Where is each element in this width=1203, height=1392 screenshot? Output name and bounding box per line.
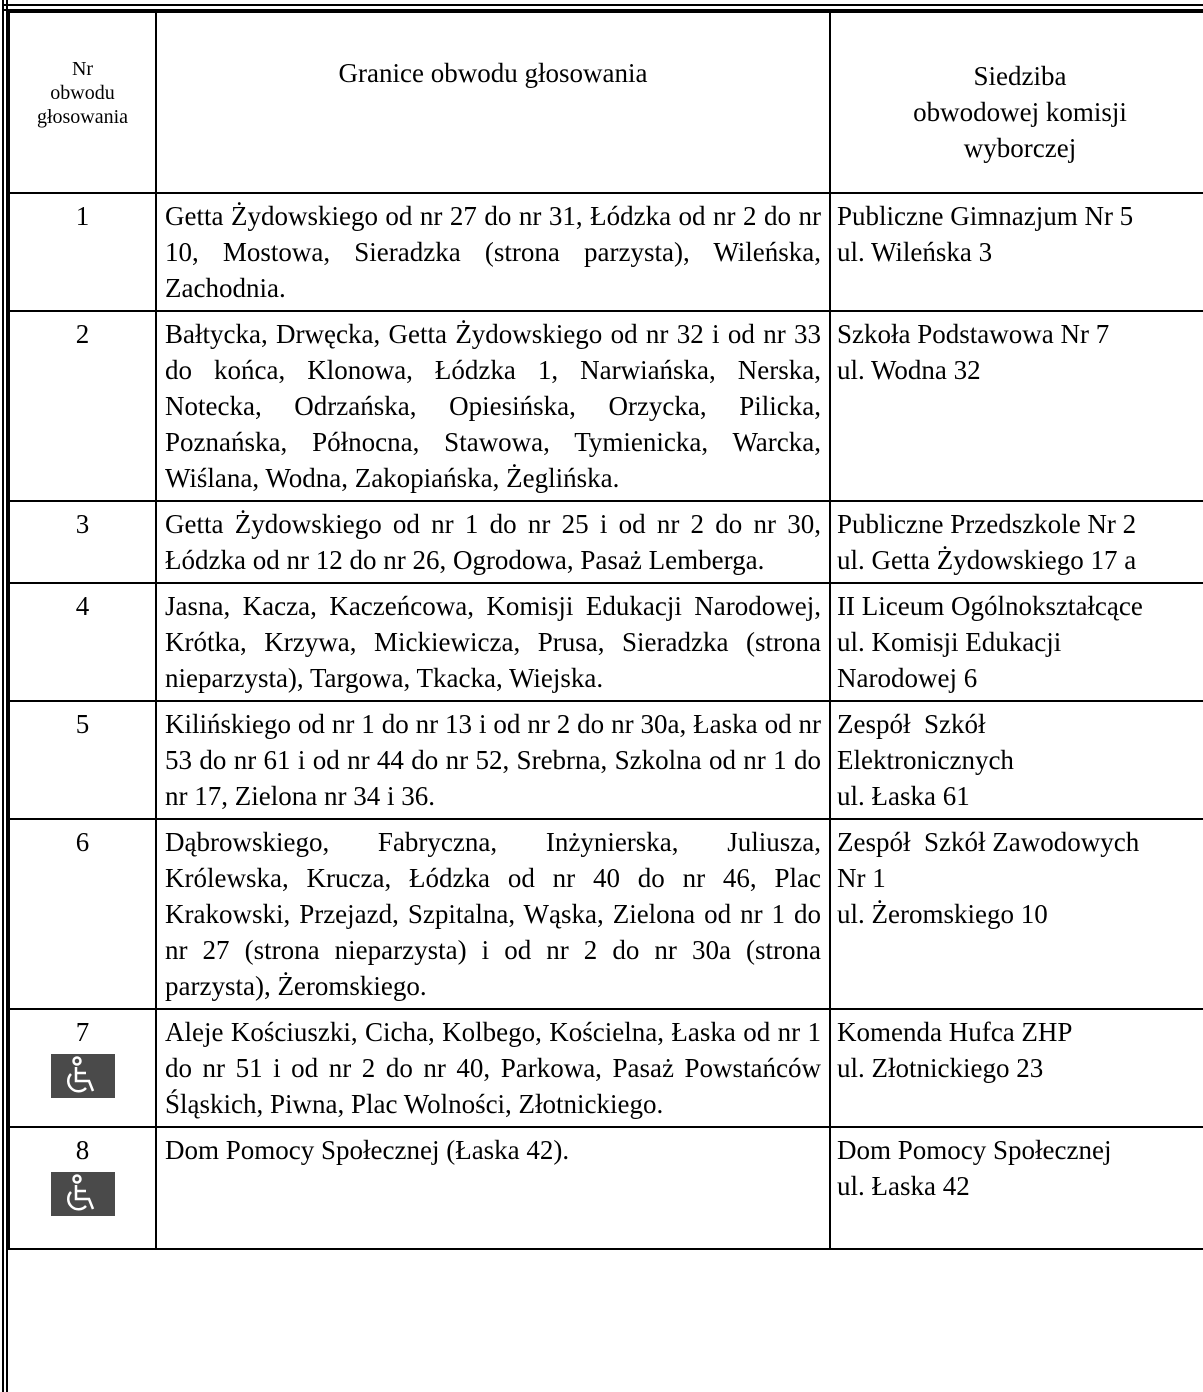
district-number: 6	[75, 827, 90, 857]
district-boundaries: Aleje Kościuszki, Cicha, Kolbego, Kościelna, Łaska od nr 1 do nr 51 i od nr 2 do nr 40, Parkowa, Pasaż Powstańców Śląskich, Piwna, Plac Wolności, Złotnickiego.	[165, 1017, 821, 1119]
header-granice-label: Granice obwodu głosowania	[338, 58, 648, 88]
commission-seat	[831, 820, 1203, 936]
double-border-top	[2, 4, 1203, 11]
seat-line: II Liceum Ogólnokształcące	[837, 591, 1143, 621]
header-siedziba-line: obwodowej komisji	[913, 97, 1127, 127]
district-boundaries: Bałtycka, Drwęcka, Getta Żydowskiego od nr 32 i od nr 33 do końca, Klonowa, Łódzka 1, Narwiańska, Nerska, Notecka, Odrzańska, Opiesińska, Orzycka, Pilicka, Poznańska, Północna, Stawowa, Tymienicka, Warcka, Wiślana, Wodna, Zakopiańska, Żeglińska.	[165, 319, 821, 493]
seat-line: ul. Wodna 32	[837, 355, 981, 385]
table-row	[9, 1009, 1203, 1127]
seat-line: Komenda Hufca ZHP	[837, 1017, 1073, 1047]
seat-line: Elektronicznych	[837, 745, 1014, 775]
seat-line: Narodowej 6	[837, 663, 978, 693]
seat-line: ul. Łaska 61	[837, 781, 970, 811]
district-boundaries: Getta Żydowskiego od nr 27 do nr 31, Łódzka od nr 2 do nr 10, Mostowa, Sieradzka (strona parzysta), Wileńska, Zachodnia.	[165, 201, 821, 303]
district-number: 4	[75, 591, 90, 621]
header-siedziba	[830, 12, 1203, 193]
commission-seat	[831, 584, 1203, 700]
commission-seat	[831, 702, 1203, 818]
seat-line: ul. Getta Żydowskiego 17 a	[837, 545, 1137, 575]
district-boundaries: Getta Żydowskiego od nr 1 do nr 25 i od nr 2 do nr 30, Łódzka od nr 12 do nr 26, Ogrodowa, Pasaż Lemberga.	[165, 509, 821, 575]
seat-line: Szkoła Podstawowa Nr 7	[837, 319, 1110, 349]
district-number: 1	[75, 201, 90, 231]
header-siedziba-line: wyborczej	[963, 133, 1077, 163]
district-number: 3	[75, 509, 90, 539]
seat-line: Zespół Szkół	[837, 709, 986, 739]
seat-line: Publiczne Gimnazjum Nr 5	[837, 201, 1134, 231]
header-nr-line: obwodu	[50, 82, 115, 104]
commission-seat	[831, 502, 1203, 582]
district-number: 8	[75, 1135, 90, 1165]
table-row	[9, 193, 1203, 311]
table-row	[9, 1127, 1203, 1249]
table-row	[9, 583, 1203, 701]
commission-seat	[831, 194, 1203, 274]
table-row	[9, 701, 1203, 819]
seat-line: Dom Pomocy Społecznej	[837, 1135, 1112, 1165]
wheelchair-icon	[51, 1054, 115, 1098]
table-row	[9, 501, 1203, 583]
header-nr	[9, 12, 156, 193]
district-number: 7	[75, 1017, 90, 1047]
seat-line: ul. Żeromskiego 10	[837, 899, 1048, 929]
header-siedziba-line: Siedziba	[973, 61, 1067, 91]
seat-line: Zespół Szkół Zawodowych	[837, 827, 1140, 857]
district-number: 2	[75, 319, 90, 349]
seat-line: ul. Komisji Edukacji	[837, 627, 1062, 657]
seat-line: ul. Wileńska 3	[837, 237, 993, 267]
commission-seat	[831, 1128, 1203, 1208]
header-nr-line: Nr	[71, 58, 94, 80]
table-header-row	[9, 12, 1203, 193]
district-boundaries: Dąbrowskiego, Fabryczna, Inżynierska, Juliusza, Królewska, Krucza, Łódzka od nr 40 do nr 46, Plac Krakowski, Przejazd, Szpitalna, Wąska, Zielona od nr 1 do nr 27 (strona nieparzysta) i od nr 2 do nr 30a (strona parzysta), Żeromskiego.	[165, 827, 821, 1001]
seat-line: ul. Łaska 42	[837, 1171, 970, 1201]
table-row	[9, 819, 1203, 1009]
commission-seat	[831, 1010, 1203, 1090]
header-granice	[156, 12, 830, 193]
district-boundaries: Kilińskiego od nr 1 do nr 13 i od nr 2 do nr 30a, Łaska od nr 53 do nr 61 i od nr 44 do nr 52, Srebrna, Szkolna od nr 1 do nr 17, Zielona nr 34 i 36.	[165, 709, 821, 811]
table-row	[9, 311, 1203, 501]
seat-line: Publiczne Przedszkole Nr 2	[837, 509, 1137, 539]
header-nr-line: głosowania	[36, 106, 129, 128]
district-boundaries: Dom Pomocy Społecznej (Łaska 42).	[165, 1135, 570, 1165]
wheelchair-icon	[51, 1172, 115, 1216]
district-boundaries: Jasna, Kacza, Kaczeńcowa, Komisji Edukacji Narodowej, Krótka, Krzywa, Mickiewicza, Prusa, Sieradzka (strona nieparzysta), Targowa, Tkacka, Wiejska.	[165, 591, 821, 693]
commission-seat	[831, 312, 1203, 392]
district-number: 5	[75, 709, 90, 739]
polling-districts-table	[8, 11, 1203, 1250]
seat-line: Nr 1	[837, 863, 886, 893]
seat-line: ul. Złotnickiego 23	[837, 1053, 1044, 1083]
